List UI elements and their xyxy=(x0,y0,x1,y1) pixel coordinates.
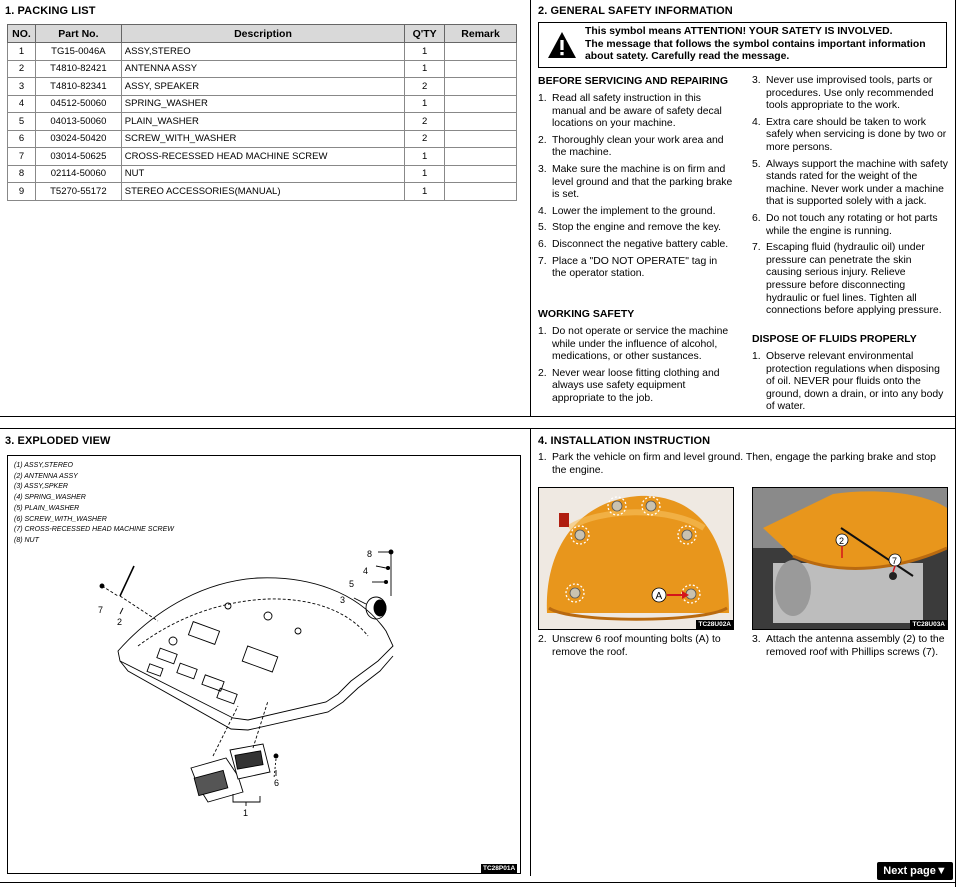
photo1-label-a: A xyxy=(655,591,663,602)
callout-2: 2 xyxy=(117,617,123,627)
mid-divider xyxy=(0,428,955,429)
right-border xyxy=(955,0,956,887)
next-page-button[interactable]: Next page▼ xyxy=(877,862,953,880)
legend-item: (3) ASSY,SPKER xyxy=(14,483,68,491)
cell-part: T4810-82421 xyxy=(35,60,121,78)
before-servicing-list xyxy=(538,93,734,285)
list-item xyxy=(538,326,734,364)
list-number: 5. xyxy=(752,158,761,170)
vertical-divider-bottom xyxy=(530,428,531,876)
cell-part: 03014-50625 xyxy=(35,148,121,166)
list-item xyxy=(538,135,734,160)
cell-desc: NUT xyxy=(121,165,404,183)
list-number: 3. xyxy=(538,163,547,175)
table-row xyxy=(8,43,517,61)
cell-no: 7 xyxy=(8,148,36,166)
cell-no: 1 xyxy=(8,43,36,61)
antenna-attach-photo xyxy=(752,487,948,630)
list-text: Make sure the machine is on firm and level ground and that the parking brake is set. xyxy=(552,163,733,201)
legend-item: (2) ANTENNA ASSY xyxy=(14,472,78,480)
list-number: 7. xyxy=(538,255,547,267)
list-item xyxy=(752,242,948,318)
table-row xyxy=(8,148,517,166)
col-header-part-no: Part No. xyxy=(35,25,121,43)
exploded-view-drawing xyxy=(8,456,518,871)
callout-1: 1 xyxy=(243,808,249,818)
cell-qty: 2 xyxy=(405,130,445,148)
warning-line-1: This symbol means ATTENTION! YOUR SATETY IS INVOLVED. xyxy=(585,26,893,37)
dispose-fluids-title: DISPOSE OF FLUIDS PROPERLY xyxy=(752,333,917,345)
safety-title: 2. GENERAL SAFETY INFORMATION xyxy=(538,5,733,17)
list-text: Escaping fluid (hydraulic oil) under pressure can penetrate the skin causing serious injury. Relieve pressure before disconnecting hydraulic or fuel lines. Tighten all connections before applying pressure. xyxy=(766,242,942,317)
col-header-remark: Remark xyxy=(445,25,517,43)
list-number: 7. xyxy=(752,242,761,254)
photo2-code: TC28U03A xyxy=(912,621,945,628)
table-row xyxy=(8,78,517,96)
list-text: Disconnect the negative battery cable. xyxy=(552,238,729,250)
vertical-divider-top xyxy=(530,0,531,416)
cell-remark xyxy=(445,113,517,131)
list-text: Place a "DO NOT OPERATE" tag in the operator station. xyxy=(552,255,718,280)
cell-desc: CROSS-RECESSED HEAD MACHINE SCREW xyxy=(121,148,404,166)
cell-remark xyxy=(445,183,517,201)
cell-part: 04512-50060 xyxy=(35,95,121,113)
working-safety-list xyxy=(538,326,734,410)
list-number: 2. xyxy=(538,134,547,146)
list-item xyxy=(538,93,734,131)
packing-list-header-row xyxy=(8,25,517,43)
cell-part: 02114-50060 xyxy=(35,165,121,183)
cell-remark xyxy=(445,95,517,113)
installation-step-2: 2. Unscrew 6 roof mounting bolts (A) to remove the roof. xyxy=(538,634,721,658)
list-text: Extra care should be taken to work safely when servicing is done by two or more persons. xyxy=(766,116,947,153)
callout-6: 6 xyxy=(274,778,280,788)
col-header-qty: Q'TY xyxy=(405,25,445,43)
cell-part: TG15-0046A xyxy=(35,43,121,61)
list-item xyxy=(538,368,734,406)
cell-remark xyxy=(445,60,517,78)
cell-remark xyxy=(445,148,517,166)
photo2-label-2: 2 xyxy=(839,536,845,546)
safety-warning-box xyxy=(538,22,947,68)
cell-qty: 1 xyxy=(405,148,445,166)
list-text: Stop the engine and remove the key. xyxy=(552,222,722,234)
list-item xyxy=(538,164,734,202)
list-item xyxy=(538,239,734,252)
table-row xyxy=(8,183,517,201)
list-text: Read all safety instruction in this manual and be aware of safety decal locations on your machine. xyxy=(552,93,722,130)
packing-list-title: 1. PACKING LIST xyxy=(5,5,96,17)
roof-bolts-photo xyxy=(538,487,734,630)
cell-remark xyxy=(445,78,517,96)
installation-step-1: 1. Park the vehicle on firm and level ground. Then, engage the parking brake and stop the engine. xyxy=(538,452,936,476)
table-row xyxy=(8,95,517,113)
warning-triangle-icon xyxy=(547,31,577,59)
callout-3: 3 xyxy=(340,595,346,605)
callout-8: 8 xyxy=(367,549,373,559)
list-number: 1. xyxy=(752,351,761,362)
list-item xyxy=(752,159,948,209)
callout-7: 7 xyxy=(98,605,104,615)
cell-remark xyxy=(445,43,517,61)
installation-step-3: 3. Attach the antenna assembly (2) to the removed roof with Phillips screws (7). xyxy=(752,634,945,658)
cell-desc: ASSY,STEREO xyxy=(121,43,404,61)
cell-qty: 1 xyxy=(405,60,445,78)
col-header-description: Description xyxy=(121,25,404,43)
before-servicing-list-continued xyxy=(752,75,948,322)
before-servicing-title: BEFORE SERVICING AND REPAIRING xyxy=(538,75,728,87)
cell-qty: 1 xyxy=(405,165,445,183)
installation-title: 4. INSTALLATION INSTRUCTION xyxy=(538,435,711,447)
cell-no: 6 xyxy=(8,130,36,148)
cell-qty: 2 xyxy=(405,113,445,131)
cell-part: T4810-82341 xyxy=(35,78,121,96)
list-text: Always support the machine with safety stands rated for the weight of the machine. Never work under a machine that is supported solely with a jack. xyxy=(766,158,948,208)
list-number: 5. xyxy=(538,222,547,234)
list-item xyxy=(752,213,948,238)
cell-desc: ASSY, SPEAKER xyxy=(121,78,404,96)
dispose-fluids-list xyxy=(752,351,948,418)
list-text: Never wear loose fitting clothing and always use safety equipment appropriate to the job. xyxy=(552,367,720,404)
cell-qty: 1 xyxy=(405,43,445,61)
callout-4: 4 xyxy=(363,566,369,576)
cell-qty: 1 xyxy=(405,183,445,201)
list-text: Observe relevant environmental protection regulations when disposing of oil. NEVER pour fluids onto the ground, down a drain, or into any body of water. xyxy=(766,351,944,413)
list-number: 1. xyxy=(538,93,547,104)
bottom-border xyxy=(0,882,955,883)
list-text: Never use improvised tools, parts or procedures. Use only recommended tools appropriate to the work. xyxy=(766,75,934,112)
cell-no: 4 xyxy=(8,95,36,113)
list-text: Do not operate or service the machine while under the influence of alcohol, medications, or other sustances. xyxy=(552,326,729,363)
list-text: Do not touch any rotating or hot parts while the engine is running. xyxy=(766,212,938,237)
cell-desc: ANTENNA ASSY xyxy=(121,60,404,78)
cell-no: 5 xyxy=(8,113,36,131)
legend-item: (7) CROSS-RECESSED HEAD MACHINE SCREW xyxy=(14,526,174,534)
list-number: 4. xyxy=(538,205,547,217)
cell-remark xyxy=(445,165,517,183)
cell-no: 8 xyxy=(8,165,36,183)
cell-desc: SCREW_WITH_WASHER xyxy=(121,130,404,148)
cell-no: 3 xyxy=(8,78,36,96)
cell-part: 04013-50060 xyxy=(35,113,121,131)
list-number: 6. xyxy=(538,238,547,250)
cell-no: 2 xyxy=(8,60,36,78)
list-item xyxy=(538,222,734,235)
list-text: Thoroughly clean your work area and the machine. xyxy=(552,134,724,159)
photo2-label-7: 7 xyxy=(892,556,898,566)
warning-line-3: about satety. Carefully read the message. xyxy=(585,51,790,62)
list-number: 4. xyxy=(752,116,761,128)
list-number: 2. xyxy=(538,367,547,379)
legend-item: (5) PLAIN_WASHER xyxy=(14,504,80,512)
legend-item: (1) ASSY,STEREO xyxy=(14,462,74,469)
table-row xyxy=(8,60,517,78)
list-number: 6. xyxy=(752,212,761,224)
table-row xyxy=(8,113,517,131)
table-row xyxy=(8,130,517,148)
photo1-code: TC28U02A xyxy=(698,621,731,628)
legend-item: (4) SPRING_WASHER xyxy=(14,494,86,502)
cell-part: T5270-55172 xyxy=(35,183,121,201)
cell-no: 9 xyxy=(8,183,36,201)
cell-desc: SPRING_WASHER xyxy=(121,95,404,113)
list-item xyxy=(538,256,734,281)
list-item xyxy=(752,117,948,155)
list-number: 1. xyxy=(538,326,547,337)
table-row xyxy=(8,165,517,183)
exploded-view-title: 3. EXPLODED VIEW xyxy=(5,435,111,447)
legend-item: (8) NUT xyxy=(14,536,39,544)
cell-part: 03024-50420 xyxy=(35,130,121,148)
legend-item: (6) SCREW_WITH_WASHER xyxy=(14,515,107,523)
list-item xyxy=(752,351,948,414)
list-item xyxy=(538,206,734,219)
working-safety-title: WORKING SAFETY xyxy=(538,308,635,320)
exploded-figure-code: TC28P01A xyxy=(483,865,516,872)
list-text: Lower the implement to the ground. xyxy=(552,205,716,217)
col-header-no: NO. xyxy=(8,25,36,43)
cell-qty: 1 xyxy=(405,95,445,113)
cell-qty: 2 xyxy=(405,78,445,96)
cell-desc: STEREO ACCESSORIES(MANUAL) xyxy=(121,183,404,201)
list-number: 3. xyxy=(752,75,761,86)
packing-list-table xyxy=(7,24,517,201)
list-item xyxy=(752,75,948,113)
cell-desc: PLAIN_WASHER xyxy=(121,113,404,131)
callout-5: 5 xyxy=(349,579,355,589)
warning-line-2: The message that follows the symbol contains important information xyxy=(585,38,926,50)
cell-remark xyxy=(445,130,517,148)
